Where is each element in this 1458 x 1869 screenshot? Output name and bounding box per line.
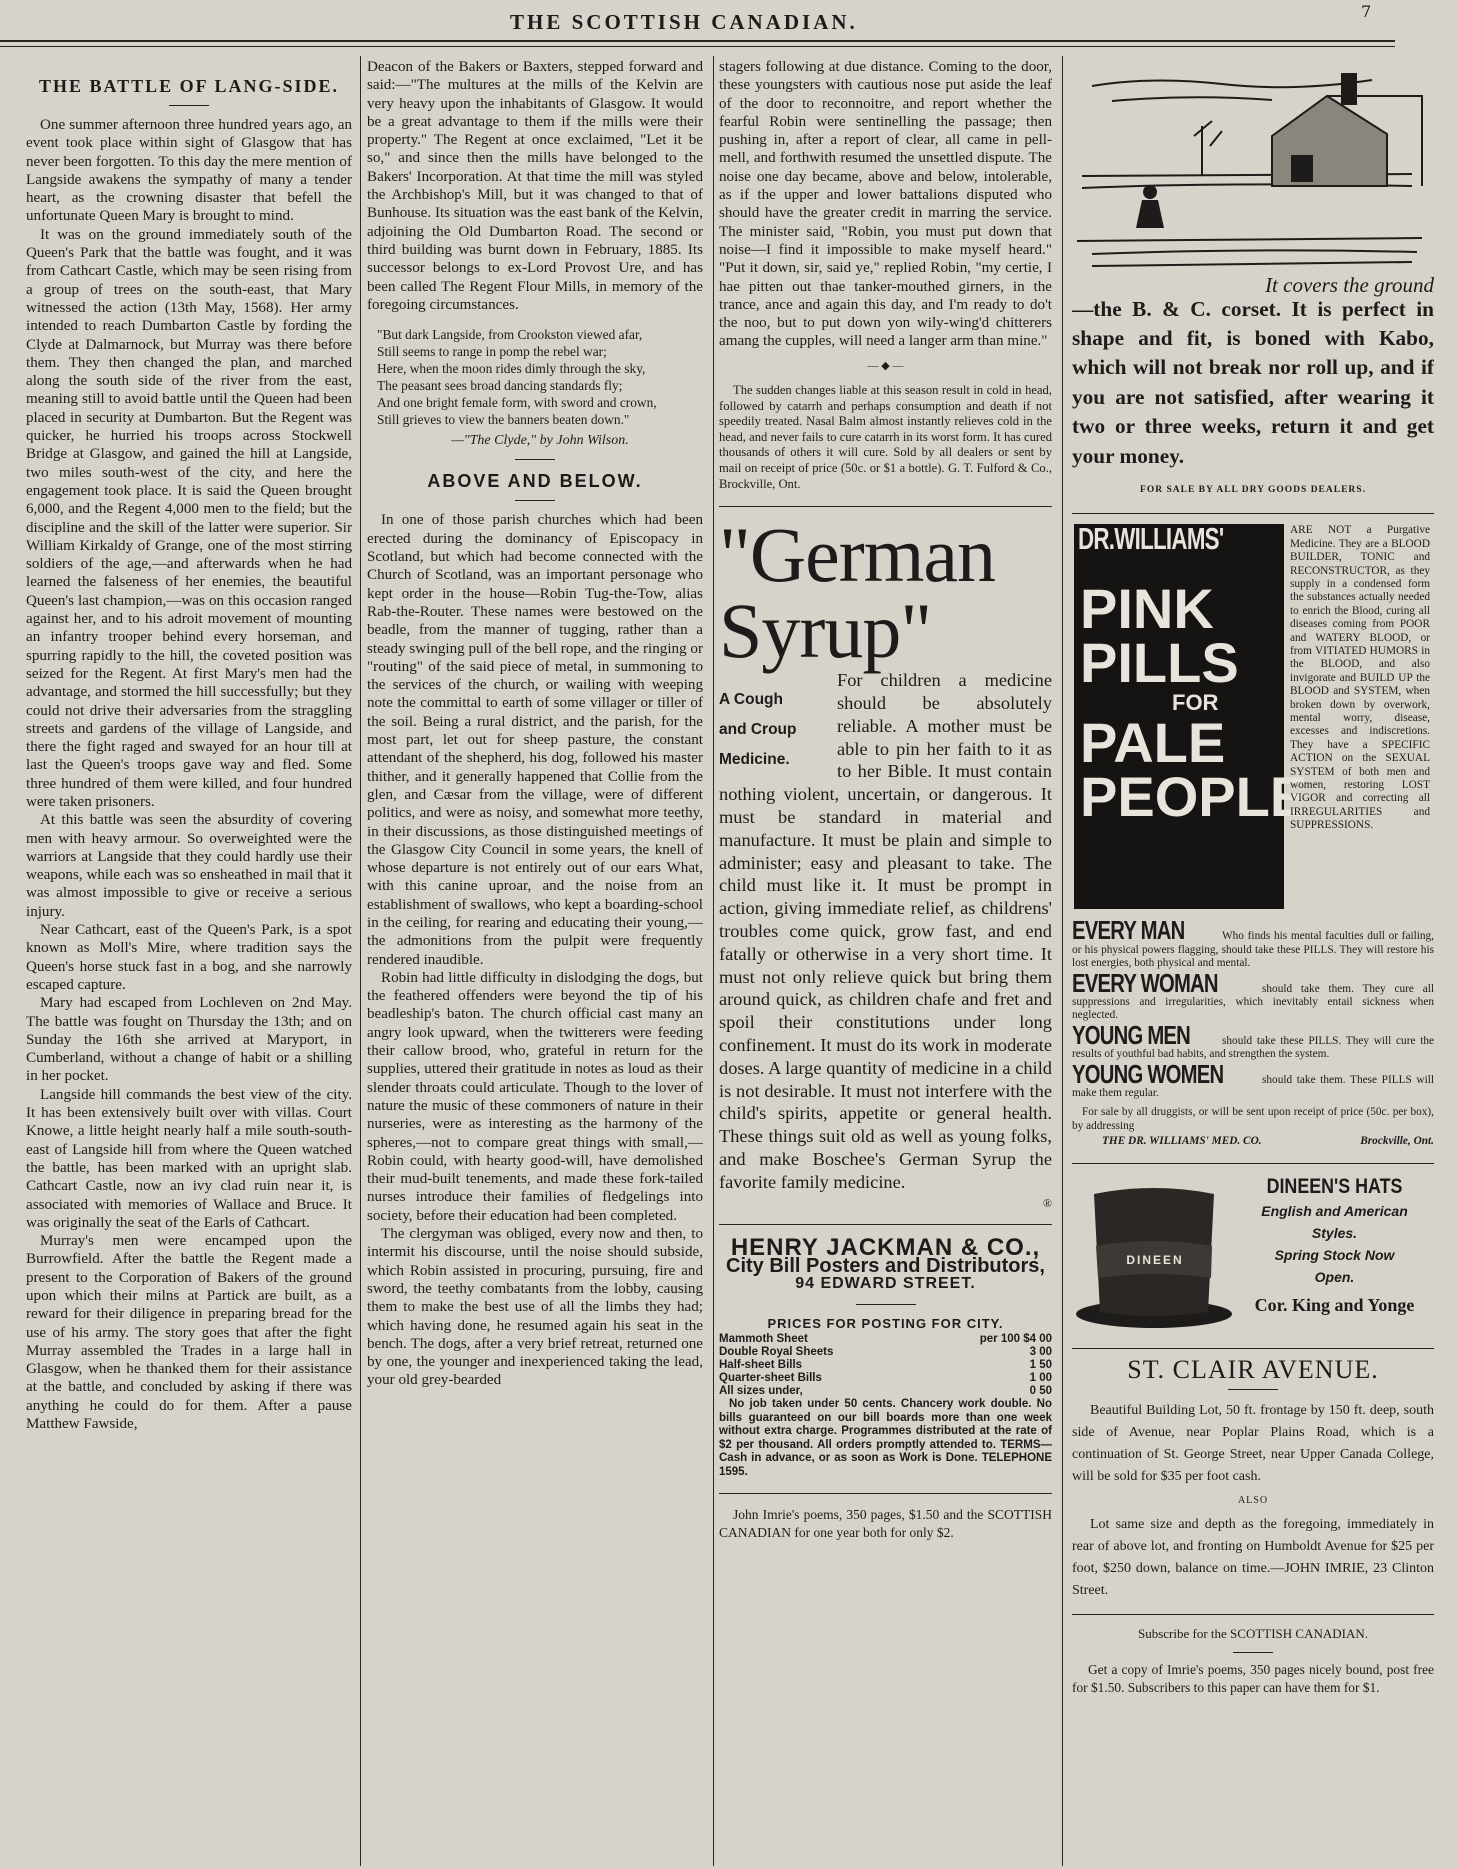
paragraph: It was on the ground immediately south of the Queen's Park that the battle was fought, and it was from Cathcart Castle, which may be seen rising from a group of trees on the south-east, that Mary witnessed the action (13th May, 1568). Her army intended to reach Dumbarton Castle by fording the Clyde at Dalmarnock, but Murray was there before them. They then changed the plan, and marched along the south side of the river from the east, meaning still to avoid battle until the Queen had been placed in security at Dumbarton. But the Regent was quicker, he hurried his troops across Stockwell Bridge at Glasgow, and gained the hill at Langside, two miles south-west of the city, and here the engagement took place. It is said the Queen brought 6,000, and the Regent 4,000 men to the field; but the discipline and the skill of the latter were superior. Sir William Kirkaldy of Grange, one of the most stirring soldiers of the age,—and afterwards when he had learned the falseness of her enemies, the beautiful Queen's last champion,—was on this occasion ranged against her, and to his adroit movement of mounting an infantry trooper behind every horseman, and spurring rapidly to the hill, the coveted position was seized for the Regent. At first Mary's men had the advantage, and stormed the hill successfully; but they could not drive their adversaries from the straggling streets and gardens of the village of Langside, and there the fight raged and swayed for an hour till at last the Queen's troops gave way and fled. Some three hundred of them were killed, and four hundred were taken prisoners. [26,226,352,810]
sky-line [1112,97,1272,101]
column-divider [1062,56,1063,1866]
divider [1228,1389,1278,1390]
ground-line [1092,262,1412,266]
corset-body: —the B. & C. corset. It is perfect in shape and fit, is boned with Kabo, which will not break nor roll up, and if you are not satisfied, after wearing it two or three weeks, return it and get your money. [1072,296,1434,468]
st-clair-lot-2: Lot same size and depth as the foregoing, immediately in rear of above lot, and fronting on Humboldt Avenue for $25 per foot, $250 down, balance on time.—JOHN IMRIE, 23 Clinton Street. [1072,1517,1434,1599]
divider [1233,1652,1273,1653]
dineen-line: Styles. [1311,1224,1358,1241]
poem-line: And one bright female form, with sword and crown, [377,395,657,411]
dineen-line: Spring Stock Now [1274,1246,1395,1263]
article-headline-above-below: ABOVE AND BELOW. [427,471,643,492]
dineen-ad [1072,1174,1434,1334]
column-divider [360,56,361,1866]
german-syrup-side [719,685,837,775]
poem-attribution: —"The Clyde," by John Wilson. [451,433,629,449]
price-label: All sizes under, [719,1385,803,1398]
pale-word: PALE [1080,711,1226,775]
german-syrup-ad [719,511,1052,1212]
pink-pills-audience [1072,915,1434,1148]
imrie-poems-offer: John Imrie's poems, 350 pages, $1.50 and the SCOTTISH CANADIAN for one year both for only $2. [719,1507,1052,1541]
poem-line: Still seems to range in pomp the rebel war; [377,344,607,360]
chimney [1342,74,1356,104]
price-value: 0 50 [1029,1385,1052,1398]
poem-line: Still grieves to view the banners beaten down." [377,412,630,428]
ad-rule [1072,1614,1434,1615]
pink-pills-name [1080,577,1308,829]
ad-rule [1072,1348,1434,1349]
paragraph: Near Cathcart, east of the Queen's Park, is a spot known as Moll's Mire, where tradition says the Queen's horse stuck fast in a bog, and she narrowly escaped capture. [26,922,352,993]
every-woman-text: should take them. They cure all suppressions and irregularities, which inevitably entail sickness when neglected. [1072,982,1434,1022]
price-per: per 100 [979,1333,1021,1346]
hat-label: DINEEN [1126,1252,1184,1267]
dineen-title: DINEEN'S HATS [1266,1174,1403,1198]
price-row [719,1333,1052,1346]
price-row [719,1372,1052,1385]
jackman-terms: No job taken under 50 cents. Chancery work double. No bills guaranteed on our bill boards more than one week without extra charge. Programmes distributed at the rate of $2 per thousand. All orders promptly attended to. TERMS—Cash in advance, or as soon as Work is Done. TELEPHONE 1595. [719,1398,1052,1478]
ad-rule [719,1224,1052,1225]
masthead-rule [0,40,1395,42]
headline-divider [169,105,209,106]
side-line: A Cough [719,691,783,709]
paragraph: Robin had little difficulty in dislodging the dogs, but the feathered offenders were beyond the tip of his beadleship's baton. The church official cast many an angry look upward, when the twitterers were feeding their callow brood, who, grateful in return for the supplies, uttered their gratitude in notes as loud as their slender throats could articulate. Though to the lover of nature the music of these commoners of nature in their nurseries, were as interesting as the harmony of the spheres,—not to compare great things with small,—Robin could, with hearty good-will, have demolished their mud-built tenements, and made these fork-tailed nurses introduce their families of fledgelings into society, before their education had been completed. [367,969,703,1224]
jackman-title: HENRY JACKMAN & CO., [730,1233,1041,1261]
pills-word: PILLS [1080,631,1239,695]
dineen-text [1237,1174,1432,1315]
ad-rule [719,1493,1052,1494]
poem-line: The peasant sees broad dancing standards fly; [377,378,623,394]
side-line: and Croup [719,721,797,739]
every-man-heading: EVERY MAN [1072,915,1185,946]
prices-heading: PRICES FOR POSTING FOR CITY. [767,1315,1004,1331]
young-women-text: should take them. These PILLS will make them regular. [1072,1073,1434,1099]
dineen-address: Cor. King and Yonge [1254,1294,1415,1315]
corset-tagline: It covers the ground [1265,273,1434,298]
imrie-copy-offer: Get a copy of Imrie's poems, 350 pages nicely bound, post free for $1.50. Subscribers to this paper can have them for $1. [1072,1661,1434,1695]
price-value: 3 00 [1029,1346,1052,1359]
ground-line [1077,238,1422,241]
paragraph: At this battle was seen the absurdity of covering men with heavy armour. So overweighted were the warriors at Langside that they could hardly use their weapons, while each was so ensheathed in mail that it was almost impossible to give or receive a serious injury. [26,812,352,920]
young-men-heading: YOUNG MEN [1072,1019,1191,1050]
ad-rule [1072,513,1434,514]
pink-pills-ad [1072,521,1434,924]
every-woman-heading: EVERY WOMAN [1072,967,1218,998]
headline-divider [515,500,555,501]
article-headline-langside: THE BATTLE OF LANG-SIDE. [38,76,340,96]
ad-rule [719,506,1052,507]
dineen-line: English and American [1261,1202,1408,1219]
price-row [719,1385,1052,1398]
poem-block [367,326,703,449]
pink-word: PINK [1080,577,1214,641]
subscribe-notice: Subscribe for the SCOTTISH CANADIAN. [1137,1626,1368,1642]
pink-pills-sale: For sale by all druggists, or will be sent upon receipt of price (50c. per box), by addressing [1072,1106,1434,1132]
side-line: Medicine. [719,751,790,769]
masthead [0,0,1458,44]
column-4 [1072,56,1434,1866]
pink-pills-brand: DR.WILLIAMS' [1078,521,1224,557]
paragraph: Deacon of the Bakers or Baxters, stepped forward and said:—"The multures at the mills of the Kelvin are very heavy upon the inhabitants of Glasgow. It would be a great advantage to them if the mills were their property." The Regent at once exclaimed, "Let it be so," and since then the mills have belonged to the Bakers' Incorporation. At that time the mill was styled the Archbishop's Mill, but it was changed to that of Bunhouse. Its situation was the east bank of the Kelvin, adjoining the Old Dumbarton Road. The second or third building was burnt down in February, 1885. Its successor belongs to ex-Lord Provost Ure, and has been called The Regent Flour Mills, in memory of the foregoing circumstances. [367,59,703,313]
masthead-title: THE SCOTTISH CANADIAN. [510,10,858,34]
house-shape [1272,96,1387,186]
ad-rule [1072,1163,1434,1164]
german-syrup-body: For children a medicine should be absolutely reliable. A mother must be able to pin her faith to it as to her Bible. It must contain nothing violent, uncertain, or dangerous. It must be standard in material and manufacture. It must be plain and simple to administer; easy and pleasant to take. The child must like it. It must be prompt in action, giving immediate relief, as childrens' troubles come quick, grow fast, and end fatally or otherwise in a very short time. It must not only relieve quick but bring them around quick, as children chafe and fret and spoil their constitutions under long confinement. It must do its work in moderate doses. A large quantity of medicine in a child is not desirable. It must not interfere with the child's spirits, appetite or general health. These things suit old as well as young folks, and make Boschee's German Syrup the favorite family medicine. [719,670,1052,1192]
figure-head [1143,185,1157,199]
paragraph: Langside hill commands the best view of the city. It has been extensively built over with villas. Court Knowe, a little height nearly half a mile south-south-east of Langside hill from where the Queen watched the battle, has been marked with an upright slab. Cathcart Castle, now an ivy clad ruin near it, is associated with memories of Wallace and Bruce. It was originally the seat of the Earls of Cathcart. [26,1086,352,1231]
jackman-subtitle: City Bill Posters and Distributors, [726,1255,1045,1278]
paragraph: The clergyman was obliged, every now and then, to intermit his discourse, until the noise should subside, which Robin assisted in procuring, pursuing, fire and sword, the teethy combatants from the lobby, causing them to make the best use of all the limbs they had; which having done, he resumed again his seat in the bench. The dogs, after a very brief retreat, returned one by one, the younger and inexperienced taking the lead, your old grey-bearded [367,1226,703,1389]
column-3 [719,58,1052,1866]
pink-pills-company: THE DR. WILLIAMS' MED. CO. [1102,1135,1262,1148]
pink-pills-description: ARE NOT a Purgative Medicine. They are a BLOOD BUILDER, TONIC and RECONSTRUCTOR, as they supply in a condensed form the substances actually needed to enrich the Blood, curing all diseases coming from POOR and WATERY BLOOD, or from VITIATED HUMORS in the BLOOD, and also invigorate and BUILD UP the BLOOD and SYSTEM, when broken down by overwork, mental worry, disease, excesses and indiscretions. They have a SPECIFIC ACTION on the SEXUAL SYSTEM of both men and women, restoring LOST VIGOR and correcting all IRREGULARITIES and SUPPRESSIONS. [1290,524,1430,832]
poem-line: Here, when the moon rides dimly through the sky, [377,361,646,377]
every-man-text: Who finds his mental faculties dull or failing, or his physical powers flagging, should take these PILLS. They will restore his lost energies, both physical and mental. [1072,930,1434,970]
column-1 [26,76,352,1866]
ornament-divider: — ◆ — [867,359,904,372]
jackman-address: 94 EDWARD STREET. [795,1275,976,1293]
st-clair-lot-1: Beautiful Building Lot, 50 ft. frontage by 150 ft. deep, south side of Avenue, near Poplar Plains Road, which is a continuation of St. George Street, near Upper Canada College, will be sold for $35 per foot cash. [1072,1402,1434,1484]
corset-footer: FOR SALE BY ALL DRY GOODS DEALERS. [1140,485,1366,496]
nasal-balm-ad: The sudden changes liable at this season result in cold in head, followed by catarrh and perhaps consumption and death if not speedily treated. Nasal Balm almost instantly relieves cold in the head, and never fails to cure catarrh in its worst form. It has cured thousands of others it will cure. Sold by all dealers or sent by mail on receipt of price (50c. or $1 a bottle). G. T. Fulford & Co., Brockville, Ont. [719,383,1052,491]
sky-line [1092,80,1372,87]
corset-illustration [1072,56,1434,271]
price-value: $4 00 [1023,1333,1052,1346]
pink-pills-place: Brockville, Ont. [1360,1135,1434,1148]
door-shape [1292,156,1312,181]
divider [856,1304,916,1305]
price-label: Half-sheet Bills [719,1359,803,1372]
masthead-rule-thin [0,46,1395,47]
st-clair-title: ST. CLAIR AVENUE. [1127,1354,1379,1384]
paragraph: In one of those parish churches which had been erected during the dominancy of Episcopacy in Scotland, but which had become connected with the Church of Scotland, was an important personage who kept order in the house—Robin Tug-the-Tow, alias Rab-the-Router. These names were bestowed on the beadle, from the manner of tugging, rather than a steady swinging pull of the bell rope, and the ringing or "routing" of the said piece of metal, in summoning to the services of the church, or wailing with weeping note the committal to earth of some villager or tiller of the soil. Being a rural district, and the parish, for the most part, let out for sheep pasture, the constant attendant of the shepherd, his dog, followed his master thither, and it generally happened that Collie from the glen, and Cæsar from the village, were of different politics, and were as noisy, and somewhat more teethy, in their discussions, as those distinguished meetings of the Glasgow City Council in some years, the knell of whose departure is not entirely out of our ears What, with this canine uproar, and the noise from an establishment of swallows, who kept a boarding-school in the ceiling, for rearing and educating their young,—the admonitions from the pulpit were frequently rendered inaudible. [367,512,703,968]
price-label: Double Royal Sheets [719,1346,834,1359]
paragraph: stagers following at due distance. Coming to the door, these youngsters with cautious nose put aside the leaf of the door to reconnoitre, and report whether the fearful Robin were sentinelling the passage; then pushing in, after a report of clear, all came in pell-mell, and forthwith resumed the unsettled dispute. The noise one day became, above and below, intolerable, as if the upper and lower battalions disputed who should have the greater credit in marring the service. The minister said, "Robin, you must put down that noise—I find it impossible to make myself heard." "Put it down, sir, said ye," replied Robin, "my certie, I hae pitten out thae tanker-mouthed girners, in the trance, ance and again this day, and I'm ready to do't the noo, but to put down yon wily-wing'd chitterers amang the cupples, will need a langer arm than mine." [719,59,1052,350]
price-row [719,1359,1052,1372]
trademark-mark: ® [1042,1195,1052,1210]
jackman-ad [719,1233,1052,1479]
tree-shape [1194,121,1222,176]
price-value: 1 50 [1029,1359,1052,1372]
poem-line: "But dark Langside, from Crookston viewed afar, [377,327,643,343]
young-women-heading: YOUNG WOMEN [1072,1058,1224,1089]
section-divider [515,459,555,460]
price-row [719,1346,1052,1359]
price-value: 1 00 [1029,1372,1052,1385]
german-syrup-title: "German Syrup" [719,511,996,675]
column-divider [713,56,714,1866]
people-word: PEOPLE [1080,765,1308,829]
for-word: FOR [1172,690,1219,716]
page-number: 7 [1361,2,1372,21]
paragraph: Mary had escaped from Lochleven on 2nd May. The battle was fought on Thursday the 13th; and on Sunday the 16th she arrived at Maryport, in Cumberland, without a change of habit or a shilling in her pocket. [26,995,352,1085]
young-men-text: should take these PILLS. They will cure the results of youthful bad habits, and strengthen the system. [1072,1034,1434,1061]
paragraph: One summer afternoon three hundred years ago, an event took place within sight of Glasgow that has never been forgotten. To this day the mere mention of Langside awakens the sympathy of many a tender heart, as the crowning disaster that befell the unfortunate Queen Mary is brought to mind. [26,117,352,225]
also-label: ALSO [1237,1494,1269,1506]
column-2 [367,58,703,1866]
price-label: Mammoth Sheet [719,1333,808,1346]
paragraph: Murray's men were encamped upon the Burrowfield. After the battle the Regent made a present to the Corporation of Bakers of the ground upon which their milns at Partick are built, as a reward for their diligence in preparing bread for the use of his army. The story goes that after the fight Murray assembled the Trades in a large hall in Glasgow, when he thanked them for their assistance at the battle, and concluded by asking if there was anything he could do for them. After a pause Matthew Fawside, [26,1233,352,1433]
figure-body [1136,200,1164,228]
dineen-line: Open. [1314,1268,1355,1285]
ground-line [1092,250,1417,254]
price-label: Quarter-sheet Bills [719,1372,822,1385]
